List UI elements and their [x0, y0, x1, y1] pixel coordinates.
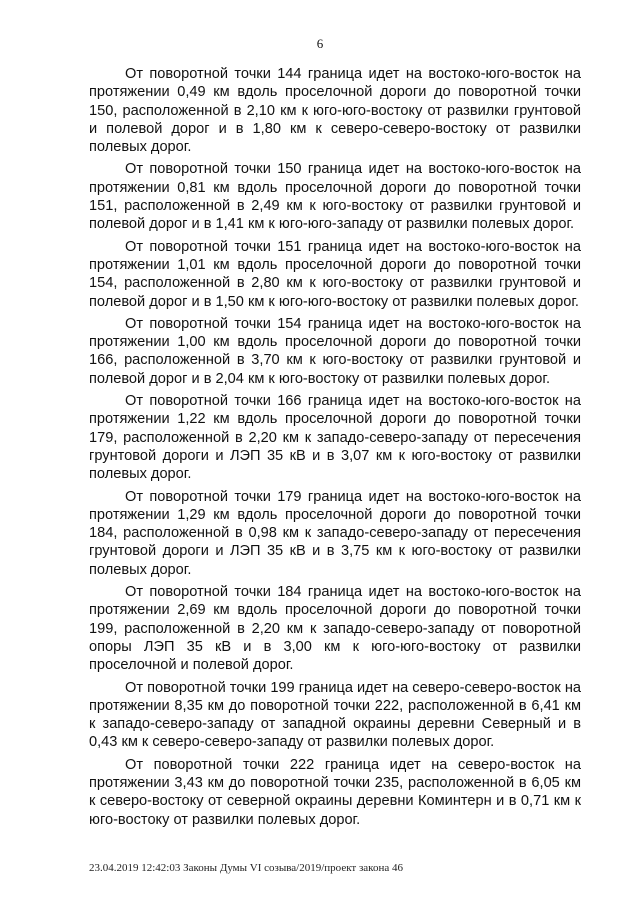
page-number: 6	[316, 36, 324, 51]
paragraph: От поворотной точки 144 граница идет на востоко-юго-восток на протяжении 0,49 км вдоль проселочной дороги до поворотной точки 150, расположенной в 2,10 км к юго-юго-востоку от развилки грунтовой и полевой дорог и в 1,80 км к северо-северо-востоку от развилки полевых дорог.	[89, 66, 581, 156]
paragraph: От поворотной точки 184 граница идет на востоко-юго-восток на протяжении 2,69 км вдоль проселочной дороги до поворотной точки 199, расположенной в 2,20 км к западо-северо-западу от поворотной опоры ЛЭП 35 кВ и в 3,00 км к юго-юго-востоку от развилки проселочной и полевой дорог.	[89, 584, 581, 674]
document-body	[89, 65, 581, 833]
paragraph: От поворотной точки 222 граница идет на северо-восток на протяжении 3,43 км до поворотной точки 235, расположенной в 6,05 км к северо-востоку от северной окраины деревни Коминтерн и в 0,71 км к юго-востоку от развилки полевых дорог.	[89, 756, 581, 828]
paragraph: От поворотной точки 179 граница идет на востоко-юго-восток на протяжении 1,29 км вдоль проселочной дороги до поворотной точки 184, расположенной в 0,98 км к западо-северо-западу от пересечения грунтовой дороги и ЛЭП 35 кВ и в 3,75 км к юго-востоку от развилки полевых дорог.	[89, 488, 581, 578]
paragraph: От поворотной точки 151 граница идет на востоко-юго-восток на протяжении 1,01 км вдоль проселочной дороги до поворотной точки 154, расположенной в 2,80 км к юго-востоку от развилки грунтовой и полевой дорог и в 1,50 км к юго-юго-востоку от развилки полевых дорог.	[89, 238, 581, 310]
paragraph: От поворотной точки 150 граница идет на востоко-юго-восток на протяжении 0,81 км вдоль проселочной дороги до поворотной точки 151, расположенной в 2,49 км к юго-востоку от развилки грунтовой и полевой дорог и в 1,41 км к юго-юго-западу от развилки полевых дорог.	[89, 161, 581, 233]
paragraph: От поворотной точки 199 граница идет на северо-северо-восток на протяжении 8,35 км до поворотной точки 222, расположенной в 6,41 км к западо-северо-западу от западной окраины деревни Северный и в 0,43 км к северо-северо-западу от развилки полевых дорог.	[89, 679, 581, 751]
document-footer: 23.04.2019 12:42:03 Законы Думы VI созыва/2019/проект закона 46	[89, 862, 403, 874]
paragraph: От поворотной точки 154 граница идет на востоко-юго-восток на протяжении 1,00 км вдоль проселочной дороги до поворотной точки 166, расположенной в 3,70 км к юго-востоку от развилки грунтовой и полевой дорог и в 2,04 км к юго-востоку от развилки полевых дорог.	[89, 315, 581, 387]
paragraph: От поворотной точки 166 граница идет на востоко-юго-восток на протяжении 1,22 км вдоль проселочной дороги до поворотной точки 179, расположенной в 2,20 км к западо-северо-западу от пересечения грунтовой дороги и ЛЭП 35 кВ и в 3,07 км к юго-востоку от развилки полевых дорог.	[89, 393, 581, 483]
